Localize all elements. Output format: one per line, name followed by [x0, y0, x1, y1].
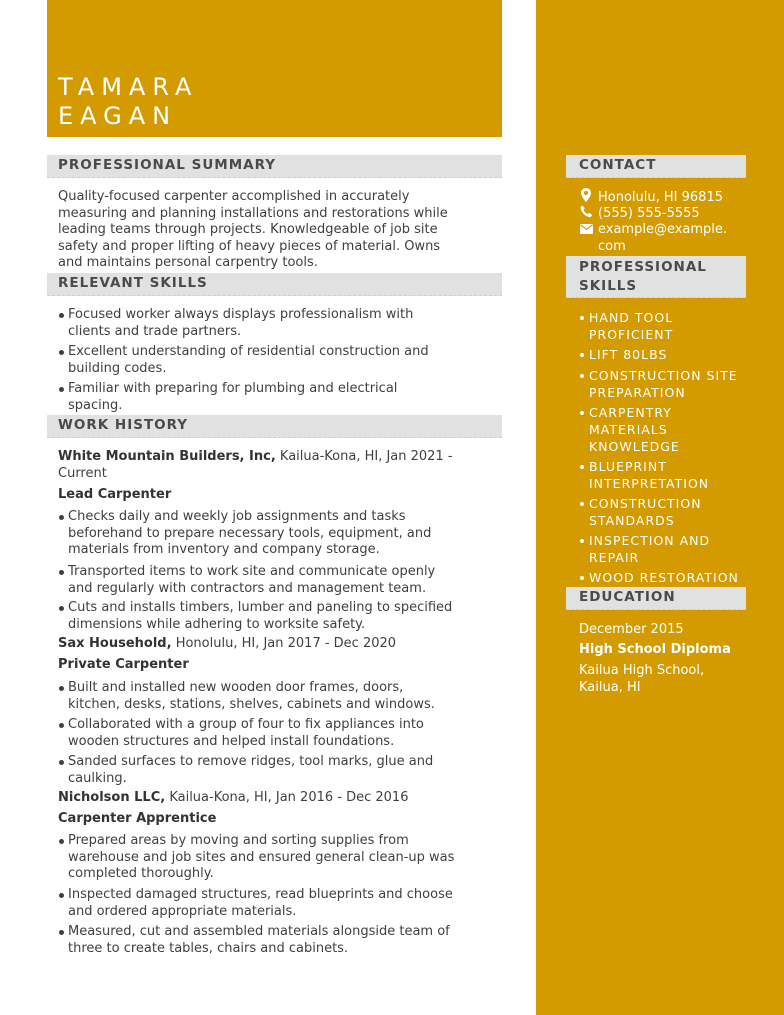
- job-bullet: [58, 887, 504, 920]
- skill-line: Familiar with preparing for plumbing and electrical: [68, 381, 398, 396]
- email-row: [580, 222, 750, 255]
- bullet-line: Measured, cut and assembled materials alongside team of: [68, 924, 450, 939]
- first-name: TAMARA: [58, 73, 199, 101]
- summary-text: [58, 189, 508, 272]
- skill-line: clients and trade partners.: [68, 323, 242, 339]
- bullet-line: Cuts and installs timbers, lumber and paneling to specified: [68, 600, 453, 615]
- pro-skill-line: PROFICIENT: [589, 327, 674, 342]
- pro-skill-line: CONSTRUCTION: [589, 496, 702, 511]
- summary-line: leading teams through projects. Knowledgeable of job site: [58, 222, 438, 237]
- skill-line: Excellent understanding of residential construction and: [68, 344, 429, 359]
- bullet-line: Inspected damaged structures, read blueprints and choose: [68, 887, 453, 902]
- address-row: [580, 188, 750, 207]
- bullet-line: Sanded surfaces to remove ridges, tool marks, glue and: [68, 754, 434, 769]
- pro-skill-item: [579, 367, 749, 401]
- job-bullet: [58, 754, 504, 787]
- pro-skill-item: [579, 458, 749, 492]
- address-text: Honolulu, HI 96815: [598, 190, 723, 205]
- map-pin-icon: [580, 188, 594, 200]
- phone-row: [580, 205, 750, 223]
- work-heading: WORK HISTORY: [47, 415, 502, 438]
- job-bullet: [58, 564, 504, 597]
- job-employer-line: [58, 790, 508, 807]
- job-details-cont: Current: [58, 465, 107, 481]
- pro-skill-line: INTERPRETATION: [589, 476, 710, 491]
- pro-skill-line: KNOWLEDGE: [589, 439, 680, 454]
- pro-skill-line: HAND TOOL: [589, 310, 674, 325]
- bullet-line: Built and installed new wooden door frames, doors,: [68, 680, 404, 695]
- education-date: December 2015: [579, 622, 684, 637]
- bullet-line: materials from inventory and company storage.: [68, 542, 380, 557]
- pro-skill-item: [579, 569, 749, 586]
- job-title: Lead Carpenter: [58, 487, 172, 502]
- bullet-line: Prepared areas by moving and sorting supplies from: [68, 833, 409, 848]
- pro-skill-item: [579, 309, 749, 343]
- employer-name: Nicholson LLC,: [58, 790, 166, 805]
- job-details: Honolulu, HI, Jan 2017 - Dec 2020: [171, 636, 397, 651]
- bullet-line: kitchen, desks, stations, shelves, cabinets and windows.: [68, 696, 435, 712]
- job-details: Kailua-Kona, HI, Jan 2021 -: [275, 449, 453, 464]
- pro-skills-heading-line: PROFESSIONAL: [579, 259, 707, 275]
- bullet-line: beforehand to prepare necessary tools, equipment, and: [68, 525, 432, 541]
- pro-skill-line: CONSTRUCTION SITE: [589, 368, 738, 383]
- email-text: example@example.: [598, 222, 728, 237]
- name-banner: [47, 0, 502, 137]
- bullet-line: dimensions while adhering to worksite safety.: [68, 616, 366, 632]
- pro-skill-line: REPAIR: [589, 550, 640, 565]
- skill-item: [58, 381, 504, 414]
- summary-heading: PROFESSIONAL SUMMARY: [47, 155, 502, 178]
- job-bullet: [58, 717, 504, 750]
- summary-line: and maintains personal carpentry tools.: [58, 255, 318, 270]
- employer-name: Sax Household,: [58, 636, 172, 651]
- job-bullet: [58, 680, 504, 713]
- skill-line: Focused worker always displays professionalism with: [68, 307, 414, 322]
- email-text-cont: com: [598, 238, 626, 254]
- job-bullet: [58, 600, 504, 633]
- school-line: Kailua High School,: [579, 663, 705, 678]
- education-degree: High School Diploma: [579, 642, 731, 657]
- bullet-line: Checks daily and weekly job assignments and tasks: [68, 509, 406, 524]
- summary-line: measuring and planning installations and restorations while: [58, 205, 448, 221]
- skill-line: building codes.: [68, 360, 167, 376]
- pro-skills-heading: [566, 256, 746, 298]
- pro-skill-item: [579, 346, 749, 363]
- pro-skill-item: [579, 404, 749, 455]
- pro-skill-item: [579, 495, 749, 529]
- last-name: EAGAN: [58, 102, 178, 130]
- phone-icon: [580, 205, 594, 217]
- pro-skill-line: WOOD RESTORATION: [589, 570, 739, 585]
- job-bullet: [58, 509, 504, 559]
- job-employer-line: [58, 449, 508, 482]
- pro-skill-line: INSPECTION AND: [589, 533, 711, 548]
- contact-heading: CONTACT: [566, 155, 746, 178]
- job-details: Kailua-Kona, HI, Jan 2016 - Dec 2016: [165, 790, 409, 805]
- job-bullet: [58, 924, 504, 957]
- bullet-line: Collaborated with a group of four to fix appliances into: [68, 717, 424, 732]
- education-heading: EDUCATION: [566, 587, 746, 610]
- bullet-line: wooden structures and helped install foundations.: [68, 733, 395, 749]
- bullet-line: warehouse and job sites and ensured general clean-up was: [68, 849, 455, 865]
- pro-skill-line: LIFT 80LBS: [589, 347, 668, 362]
- bullet-line: Transported items to work site and communicate openly: [68, 564, 436, 579]
- bullet-line: completed thoroughly.: [68, 866, 214, 881]
- summary-line: Quality-focused carpenter accomplished in accurately: [58, 189, 410, 204]
- skills-heading: RELEVANT SKILLS: [47, 273, 502, 296]
- pro-skill-line: PREPARATION: [589, 385, 686, 400]
- employer-name: White Mountain Builders, Inc,: [58, 449, 276, 464]
- job-bullet: [58, 833, 504, 883]
- job-title: Private Carpenter: [58, 657, 189, 672]
- pro-skills-heading-line: SKILLS: [579, 278, 638, 294]
- pro-skill-line: STANDARDS: [589, 513, 675, 528]
- bullet-line: caulking.: [68, 770, 127, 786]
- job-title: Carpenter Apprentice: [58, 811, 217, 826]
- education-school: [579, 662, 749, 696]
- pro-skill-item: [579, 532, 749, 566]
- skill-item: [58, 307, 504, 340]
- pro-skill-line: CARPENTRY: [589, 405, 672, 420]
- envelope-icon: [580, 223, 594, 235]
- phone-text: (555) 555-5555: [598, 206, 700, 221]
- job-employer-line: [58, 636, 508, 653]
- skill-item: [58, 344, 504, 377]
- bullet-line: and regularly with contractors and management team.: [68, 580, 427, 596]
- summary-line: safety and proper lifting of heavy pieces of material. Owns: [58, 238, 441, 254]
- bullet-line: and ordered appropriate materials.: [68, 903, 297, 919]
- bullet-line: three to create tables, chairs and cabinets.: [68, 940, 349, 956]
- school-line: Kailua, HI: [579, 680, 641, 695]
- pro-skill-line: BLUEPRINT: [589, 459, 667, 474]
- skill-line: spacing.: [68, 397, 123, 413]
- pro-skill-line: MATERIALS: [589, 422, 668, 437]
